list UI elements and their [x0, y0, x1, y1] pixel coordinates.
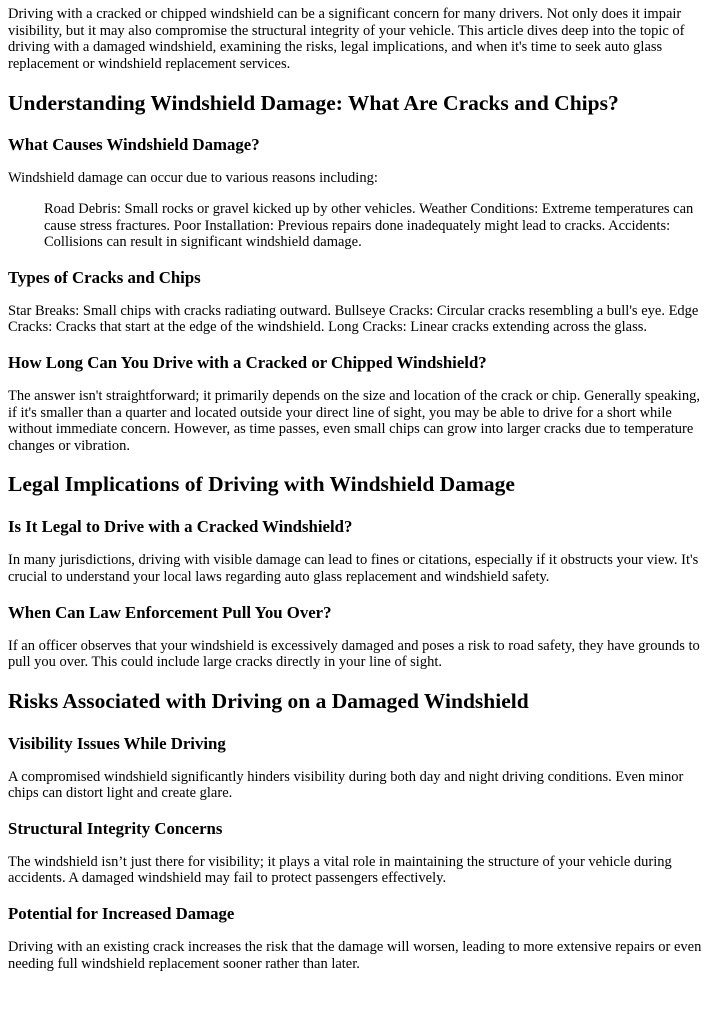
structural-paragraph: The windshield isn’t just there for visibility; it plays a vital role in maintaining the structure of your vehicle during accidents. A damaged windshield may fail to protect passengers effectively.	[8, 853, 672, 887]
subheading-is-it-legal: Is It Legal to Drive with a Cracked Windshield?	[8, 517, 353, 537]
is-it-legal-paragraph: In many jurisdictions, driving with visible damage can lead to fines or citations, especially if it obstructs your view. It's crucial to understand your local laws regarding auto glass replacement and windshield safety.	[8, 552, 699, 585]
subheading-structural: Structural Integrity Concerns	[8, 818, 223, 838]
subheading-visibility: Visibility Issues While Driving	[8, 733, 226, 753]
subheading-causes: What Causes Windshield Damage?	[8, 135, 260, 155]
intro-paragraph: Driving with a cracked or chipped windshield can be a significant concern for many drivers. Not only does it impair visibility, but it may also compromise the structural integrity of your vehicle. This article dives deep into the topic of driving with a damaged windshield, examining the risks, legal implications, and when it's time to seek auto glass replacement or windshield replacement services.	[8, 6, 685, 72]
subheading-pull-over: When Can Law Enforcement Pull You Over?	[8, 602, 332, 622]
causes-list-text: Road Debris: Small rocks or gravel kicked up by other vehicles. Weather Conditions: Extreme temperatures can cause stress fractures. Poor Installation: Previous repairs done inadequately might lead to cracks. Accidents: Collisions can result in significant windshield damage.	[44, 200, 694, 251]
how-long-paragraph: The answer isn't straightforward; it primarily depends on the size and location of the crack or chip. Generally speaking, if it's smaller than a quarter and located outside your direct line of sight, you may be able to drive for a short while without immediate concern. However, as time passes, even small chips can grow into larger cracks due to temperature changes or vibration.	[8, 387, 700, 454]
subheading-types: Types of Cracks and Chips	[8, 267, 201, 287]
visibility-paragraph: A compromised windshield significantly hinders visibility during both day and night driving conditions. Even minor chips can distort light and create glare.	[8, 768, 684, 802]
subheading-increased-damage: Potential for Increased Damage	[8, 904, 235, 924]
pull-over-paragraph: If an officer observes that your windshield is excessively damaged and poses a risk to road safety, they have grounds to pull you over. This could include large cracks directly in your line of sight.	[8, 637, 700, 671]
increased-damage-paragraph: Driving with an existing crack increases the risk that the damage will worsen, leading to more extensive repairs or even needing full windshield replacement sooner rather than later.	[8, 939, 702, 972]
article	[0, 6, 720, 972]
section-heading-legal: Legal Implications of Driving with Windshield Damage	[8, 472, 515, 497]
subheading-how-long: How Long Can You Drive with a Cracked or Chipped Windshield?	[8, 352, 487, 372]
section-heading-windshield-damage: Understanding Windshield Damage: What Are Cracks and Chips?	[8, 91, 619, 116]
causes-blockquote	[44, 201, 712, 251]
types-paragraph: Star Breaks: Small chips with cracks radiating outward. Bullseye Cracks: Circular cracks resembling a bull's eye. Edge Cracks: Cracks that start at the edge of the windshield. Long Cracks: Linear cracks extending across the glass.	[8, 302, 699, 336]
causes-intro-paragraph: Windshield damage can occur due to various reasons including:	[8, 170, 378, 187]
section-heading-risks: Risks Associated with Driving on a Damaged Windshield	[8, 688, 529, 713]
